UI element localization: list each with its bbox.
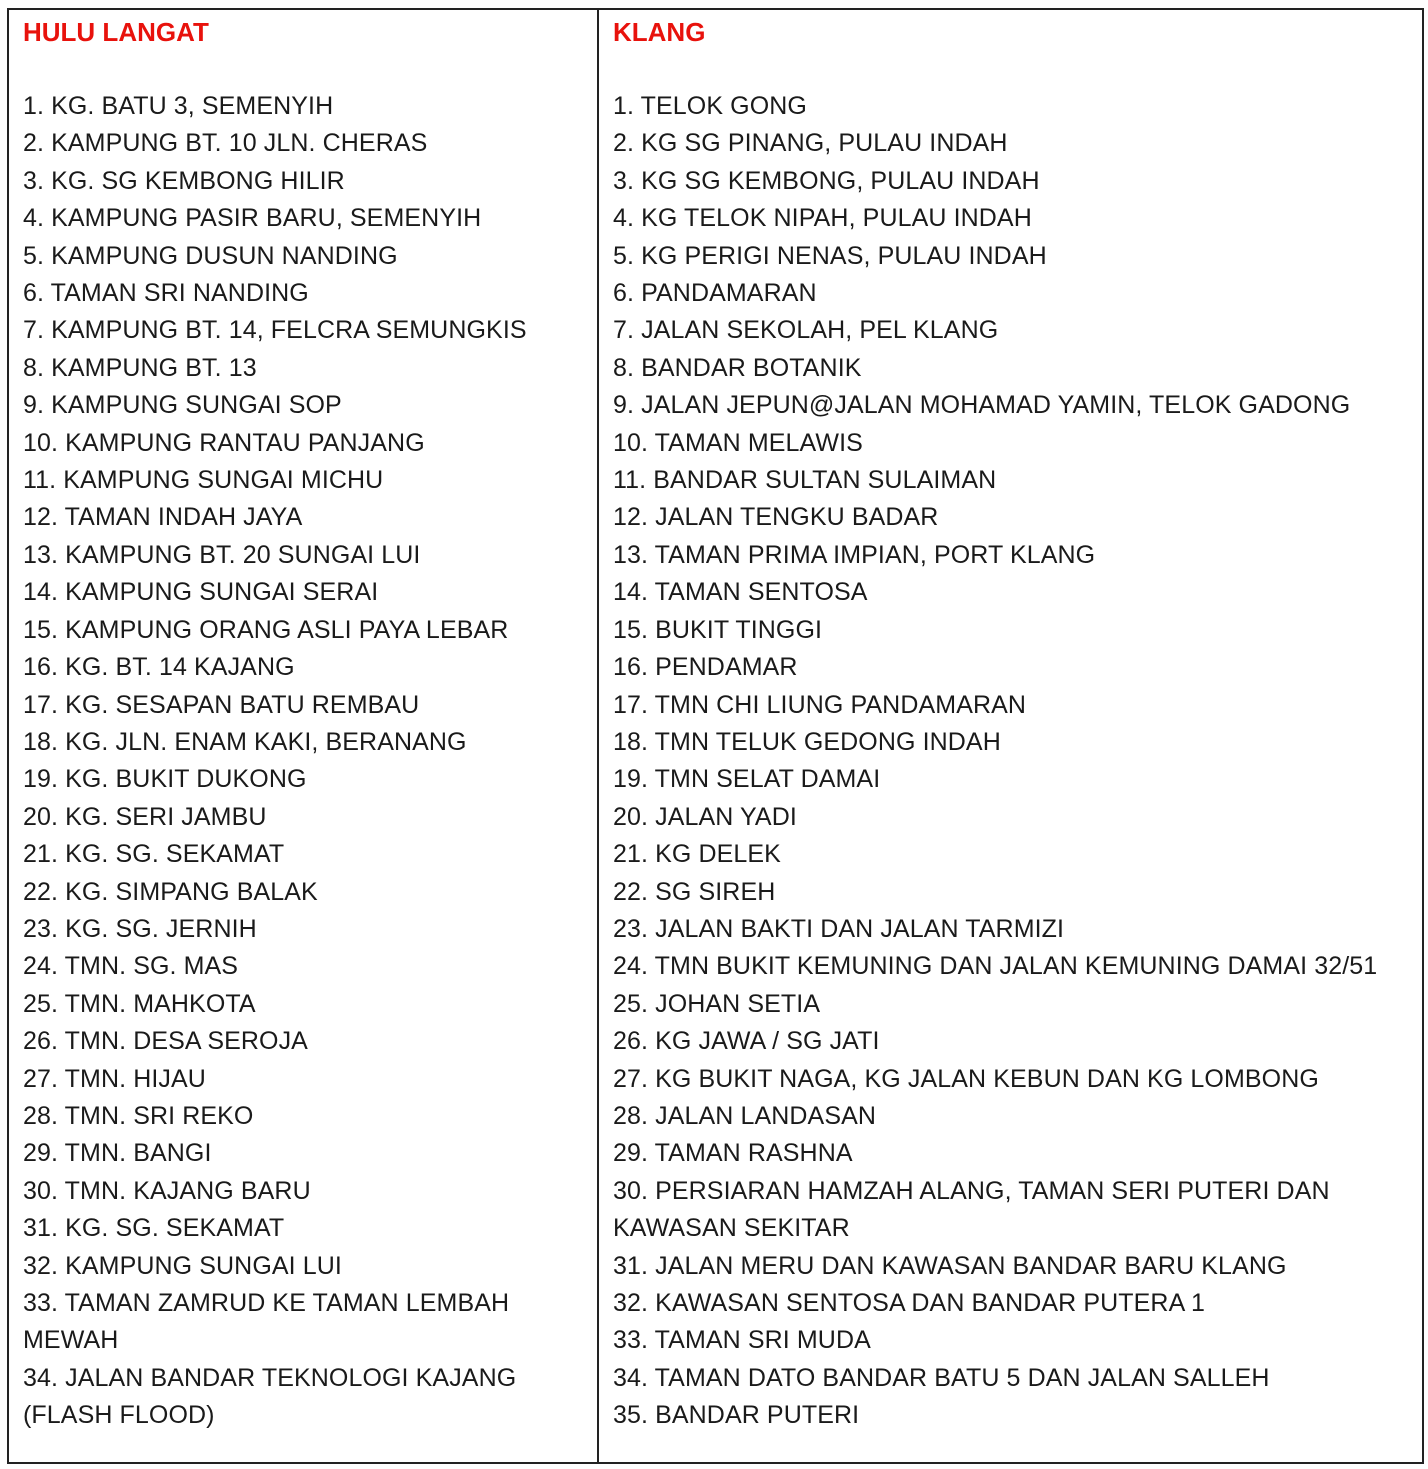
list-item: 16. PENDAMAR xyxy=(613,653,798,682)
list-item: 30. PERSIARAN HAMZAH ALANG, TAMAN SERI PUTERI DAN KAWASAN SEKITAR xyxy=(613,1176,1330,1243)
list-item: 25. TMN. MAHKOTA xyxy=(23,989,256,1018)
list-item: 15. KAMPUNG ORANG ASLI PAYA LEBAR xyxy=(23,615,509,644)
list-item: 6. TAMAN SRI NANDING xyxy=(23,279,309,308)
list-item: 23. KG. SG. JERNIH xyxy=(23,914,257,943)
list-item: 15. BUKIT TINGGI xyxy=(613,615,823,644)
list-item: 26. TMN. DESA SEROJA xyxy=(23,1027,308,1056)
spacer xyxy=(23,51,597,88)
list-item: 20. JALAN YADI xyxy=(613,802,797,831)
list-item: 1. KG. BATU 3, SEMENYIH xyxy=(23,92,334,120)
list-item: 34. JALAN BANDAR TEKNOLOGI KAJANG (FLASH FLOOD) xyxy=(23,1363,517,1430)
list-item: 9. KAMPUNG SUNGAI SOP xyxy=(23,391,342,420)
list-item: 11. BANDAR SULTAN SULAIMAN xyxy=(613,466,997,495)
list-item: 5. KG PERIGI NENAS, PULAU INDAH xyxy=(613,241,1047,270)
column-title-hulu-langat: HULU LANGAT xyxy=(23,17,209,47)
list-item: 17. TMN CHI LIUNG PANDAMARAN xyxy=(613,690,1027,719)
list-item: 4. KG TELOK NIPAH, PULAU INDAH xyxy=(613,204,1032,233)
area-list-hulu-langat xyxy=(23,88,597,1435)
list-item: 31. JALAN MERU DAN KAWASAN BANDAR BARU KLANG xyxy=(613,1251,1287,1280)
column-title-klang: KLANG xyxy=(613,17,706,47)
list-item: 9. JALAN JEPUN@JALAN MOHAMAD YAMIN, TELOK GADONG xyxy=(613,391,1351,420)
list-item: 3. KG. SG KEMBONG HILIR xyxy=(23,166,345,195)
list-item: 7. KAMPUNG BT. 14, FELCRA SEMUNGKIS xyxy=(23,316,527,345)
list-item: 22. KG. SIMPANG BALAK xyxy=(23,877,318,906)
list-item: 33. TAMAN ZAMRUD KE TAMAN LEMBAH MEWAH xyxy=(23,1289,510,1355)
list-item: 2. KG SG PINANG, PULAU INDAH xyxy=(613,129,1008,158)
list-item: 32. KAWASAN SENTOSA DAN BANDAR PUTERA 1 xyxy=(613,1289,1206,1317)
list-item: 14. KAMPUNG SUNGAI SERAI xyxy=(23,578,379,607)
list-item: 4. KAMPUNG PASIR BARU, SEMENYIH xyxy=(23,204,482,233)
list-item: 24. TMN. SG. MAS xyxy=(23,952,239,981)
list-item: 3. KG SG KEMBONG, PULAU INDAH xyxy=(613,166,1040,195)
list-item: 14. TAMAN SENTOSA xyxy=(613,578,868,607)
flood-area-table xyxy=(7,8,1424,1464)
list-item: 22. SG SIREH xyxy=(613,877,776,906)
area-list-klang xyxy=(613,88,1414,1435)
list-item: 30. TMN. KAJANG BARU xyxy=(23,1176,311,1205)
list-item: 18. KG. JLN. ENAM KAKI, BERANANG xyxy=(23,727,467,756)
list-item: 32. KAMPUNG SUNGAI LUI xyxy=(23,1251,342,1280)
list-item: 35. BANDAR PUTERI xyxy=(613,1401,860,1430)
list-item: 12. JALAN TENGKU BADAR xyxy=(613,503,939,532)
list-item: 13. TAMAN PRIMA IMPIAN, PORT KLANG xyxy=(613,540,1096,569)
list-item: 21. KG DELEK xyxy=(613,840,781,869)
list-item: 24. TMN BUKIT KEMUNING DAN JALAN KEMUNING DAMAI 32/51 xyxy=(613,952,1378,981)
list-item: 8. BANDAR BOTANIK xyxy=(613,353,862,382)
list-item: 34. TAMAN DATO BANDAR BATU 5 DAN JALAN SALLEH xyxy=(613,1363,1270,1392)
list-item: 1. TELOK GONG xyxy=(613,92,807,120)
list-item: 27. KG BUKIT NAGA, KG JALAN KEBUN DAN KG LOMBONG xyxy=(613,1064,1319,1093)
spacer xyxy=(613,51,1414,88)
list-item: 27. TMN. HIJAU xyxy=(23,1064,206,1093)
list-item: 21. KG. SG. SEKAMAT xyxy=(23,840,285,869)
list-item: 12. TAMAN INDAH JAYA xyxy=(23,503,303,532)
list-item: 10. TAMAN MELAWIS xyxy=(613,428,863,457)
list-item: 20. KG. SERI JAMBU xyxy=(23,802,267,831)
list-item: 2. KAMPUNG BT. 10 JLN. CHERAS xyxy=(23,129,428,158)
list-item: 17. KG. SESAPAN BATU REMBAU xyxy=(23,690,420,719)
list-item: 19. KG. BUKIT DUKONG xyxy=(23,765,307,794)
list-item: 19. TMN SELAT DAMAI xyxy=(613,765,881,794)
list-item: 6. PANDAMARAN xyxy=(613,279,817,308)
list-item: 5. KAMPUNG DUSUN NANDING xyxy=(23,241,398,270)
list-item: 8. KAMPUNG BT. 13 xyxy=(23,353,257,382)
list-item: 25. JOHAN SETIA xyxy=(613,989,821,1018)
list-item: 7. JALAN SEKOLAH, PEL KLANG xyxy=(613,316,999,345)
list-item: 29. TAMAN RASHNA xyxy=(613,1139,853,1168)
list-item: 28. JALAN LANDASAN xyxy=(613,1101,877,1130)
list-item: 11. KAMPUNG SUNGAI MICHU xyxy=(23,466,384,495)
list-item: 33. TAMAN SRI MUDA xyxy=(613,1326,871,1355)
list-item: 28. TMN. SRI REKO xyxy=(23,1101,254,1130)
list-item: 31. KG. SG. SEKAMAT xyxy=(23,1214,285,1243)
list-item: 23. JALAN BAKTI DAN JALAN TARMIZI xyxy=(613,914,1065,943)
list-item: 10. KAMPUNG RANTAU PANJANG xyxy=(23,428,425,457)
column-hulu-langat xyxy=(9,10,599,1462)
list-item: 18. TMN TELUK GEDONG INDAH xyxy=(613,727,1001,756)
column-klang xyxy=(599,10,1422,1462)
list-item: 29. TMN. BANGI xyxy=(23,1139,212,1168)
list-item: 16. KG. BT. 14 KAJANG xyxy=(23,653,295,682)
list-item: 13. KAMPUNG BT. 20 SUNGAI LUI xyxy=(23,540,421,569)
list-item: 26. KG JAWA / SG JATI xyxy=(613,1027,880,1056)
